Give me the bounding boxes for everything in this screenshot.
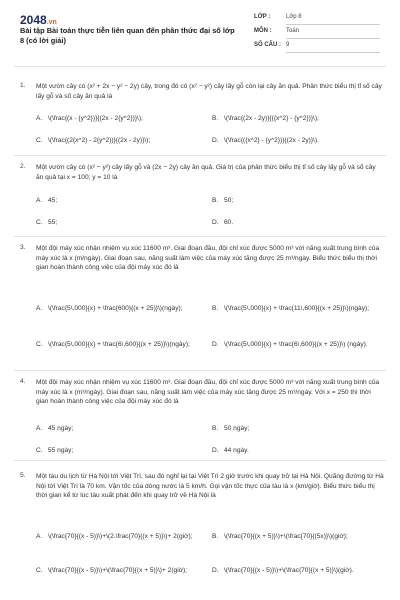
meta-key: SỐ CÂU : <box>254 42 281 48</box>
option-c[interactable] <box>36 446 208 455</box>
meta-table <box>254 14 380 56</box>
option-text: \(\frac{70}{(x - 5)}\)+\(\frac{70}{(x + 5)}\)+ 2(giờ); <box>48 567 188 574</box>
meta-value: Toán <box>286 28 380 39</box>
option-d[interactable] <box>212 218 384 227</box>
question-text: Một vườn cây có (x² − y²) cây lấy gỗ và (2x − 2y) cây ăn quả. Giá trị của phân thức biểu thị tỉ số cây lấy gỗ và số cây ăn quả tại x = 100; y = 10 là <box>36 164 376 181</box>
option-b[interactable] <box>212 196 384 205</box>
option-text: 44 ngày. <box>224 447 249 454</box>
option-text: \(\frac{(2x - 2y)}{({x^2} - {y^2})}\); <box>224 115 319 122</box>
question-text: Một đội máy xúc nhận nhiệm vụ xúc 11600 m³. Giai đoạn đầu, đội chỉ xúc được 5000 m³ với năng xuất trung bình của máy xúc là x (m³/ngày). Giai đoạn sau, năng suất làm việc của máy xúc tăng được 25 m³/ngày. Với x = 250 thì thời gian hoàn thành công việc của đội máy xúc đó là <box>36 379 380 406</box>
page-title: Bài tập Bài toán thực tiễn liên quan đến phân thức đại số lớp 8 (có lời giải) <box>20 26 235 45</box>
option-letter: B. <box>212 197 219 204</box>
meta-key: MÔN : <box>254 28 272 34</box>
option-letter: A. <box>36 425 43 432</box>
site-logo[interactable] <box>20 13 57 27</box>
meta-row-grade <box>254 14 380 28</box>
logo-suffix: .vn <box>46 19 57 26</box>
option-text: 45 ngày; <box>48 425 74 432</box>
option-b[interactable] <box>212 304 384 313</box>
option-text: \(\frac{(x - {y^2})}{(2x - 2{y^2})}\); <box>48 115 143 122</box>
option-letter: D. <box>212 137 219 144</box>
question-text: Một đội máy xúc nhận nhiệm vụ xúc 11600 m³. Giai đoạn đầu, đội chỉ xúc được 5000 m³ với năng xuất trung bình của máy xúc là x (m/ngày). Giai đoạn sau, năng suất làm việc của máy xúc tăng được 25 m³/ngày. Biểu thức biểu thị thời gian hoàn thành công việc của đội máy xúc đó là <box>36 245 380 272</box>
question-number: 4. <box>20 378 26 385</box>
option-letter: C. <box>36 219 43 226</box>
option-text: \(\frac{70}{(x + 5)}\)+\(\frac{70}{(5x)}\)(giờ); <box>224 533 348 540</box>
option-letter: C. <box>36 447 43 454</box>
option-c[interactable] <box>36 566 208 575</box>
meta-value: 9 <box>286 42 380 53</box>
option-letter: C. <box>36 567 43 574</box>
option-text: 50 ngày; <box>224 425 250 432</box>
meta-key: LỚP : <box>254 14 271 20</box>
meta-row-count <box>254 42 380 56</box>
option-text: \(\frac{70}{(x - 5)}\)+\(2.\frac{70}{(x + 5)}\)+ 2(giờ); <box>48 533 193 540</box>
option-d[interactable] <box>212 566 384 575</box>
option-letter: D. <box>212 567 219 574</box>
divider <box>14 236 386 237</box>
option-letter: B. <box>212 533 219 540</box>
option-b[interactable] <box>212 114 384 123</box>
option-b[interactable] <box>212 532 384 541</box>
meta-value: Lớp 8 <box>286 14 380 25</box>
option-text: \(\frac{5\,000}{x} + \frac{600}{(x + 25)}\)(ngày); <box>48 305 183 312</box>
option-text: 45; <box>48 197 58 204</box>
question-number: 3. <box>20 244 26 251</box>
option-text: \(\frac{({x^2} - {y^2})}{(2x - 2y)}\). <box>224 137 319 144</box>
logo-text: 2048 <box>20 13 47 27</box>
divider <box>14 460 386 461</box>
option-letter: D. <box>212 341 219 348</box>
option-text: \(\frac{5\,000}{x} + \frac{6\,600}{(x + 25)}\) (ngày). <box>224 341 368 348</box>
option-text: 50; <box>224 197 234 204</box>
divider <box>14 66 386 67</box>
divider <box>14 155 386 156</box>
option-letter: A. <box>36 533 43 540</box>
option-d[interactable] <box>212 446 384 455</box>
question-text: Một vườn cây có (x² + 2x − y² − 2y) cây, trong đó có (x² − y²) cây lấy gỗ còn lại cây ăn quả. Phân thức biểu thị tỉ số cây lấy gỗ và số cây ăn quả là <box>36 83 382 100</box>
option-a[interactable] <box>36 304 208 313</box>
option-letter: B. <box>212 115 219 122</box>
option-text: \(\frac{5\,000}{x} + \frac{6\,600}{(x + 25)}\)(ngày); <box>48 341 190 348</box>
option-text: \(\frac{(2{x^2} - 2{y^2})}{(2x - 2y)}\); <box>48 137 151 144</box>
option-d[interactable] <box>212 340 384 349</box>
option-letter: C. <box>36 137 43 144</box>
option-letter: B. <box>212 305 219 312</box>
option-text: 55 ngày; <box>48 447 74 454</box>
option-c[interactable] <box>36 218 208 227</box>
option-c[interactable] <box>36 136 208 145</box>
question-number: 5. <box>20 472 26 479</box>
option-text: 55; <box>48 219 58 226</box>
option-text: 60. <box>224 219 234 226</box>
option-a[interactable] <box>36 424 208 433</box>
question-number: 2. <box>20 163 26 170</box>
question-number: 1. <box>20 82 26 89</box>
option-b[interactable] <box>212 424 384 433</box>
option-letter: C. <box>36 341 43 348</box>
option-c[interactable] <box>36 340 208 349</box>
option-a[interactable] <box>36 114 208 123</box>
option-text: \(\frac{70}{(x - 5)}\)+\(\frac{70}{(x + 5)}\)(giờ). <box>224 567 354 574</box>
option-a[interactable] <box>36 196 208 205</box>
question-text: Một tàu du lịch từ Hà Nội tới Việt Trì, sau đó nghỉ lại tại Việt Trì 2 giờ trước khi quay trở lại Hà Nội. Quãng đường từ Hà Nội tới Việt Trì là 70 km. Vận tốc của dòng nước là 5 km/h. Gọi vận tốc thực của tàu là x (km/giờ). Biểu thức biểu thị thời gian kể từ lúc tàu xuất phát đến khi quay trở về Hà Nội là <box>36 473 384 500</box>
option-letter: B. <box>212 425 219 432</box>
meta-row-subject <box>254 28 380 42</box>
divider <box>14 370 386 371</box>
option-letter: A. <box>36 197 43 204</box>
option-text: \(\frac{5\,000}{x} + \frac{11\,600}{(x + 25)}\)(ngày); <box>224 305 370 312</box>
option-letter: A. <box>36 305 43 312</box>
option-letter: A. <box>36 115 43 122</box>
option-d[interactable] <box>212 136 384 145</box>
option-a[interactable] <box>36 532 208 541</box>
option-letter: D. <box>212 447 219 454</box>
option-letter: D. <box>212 219 219 226</box>
